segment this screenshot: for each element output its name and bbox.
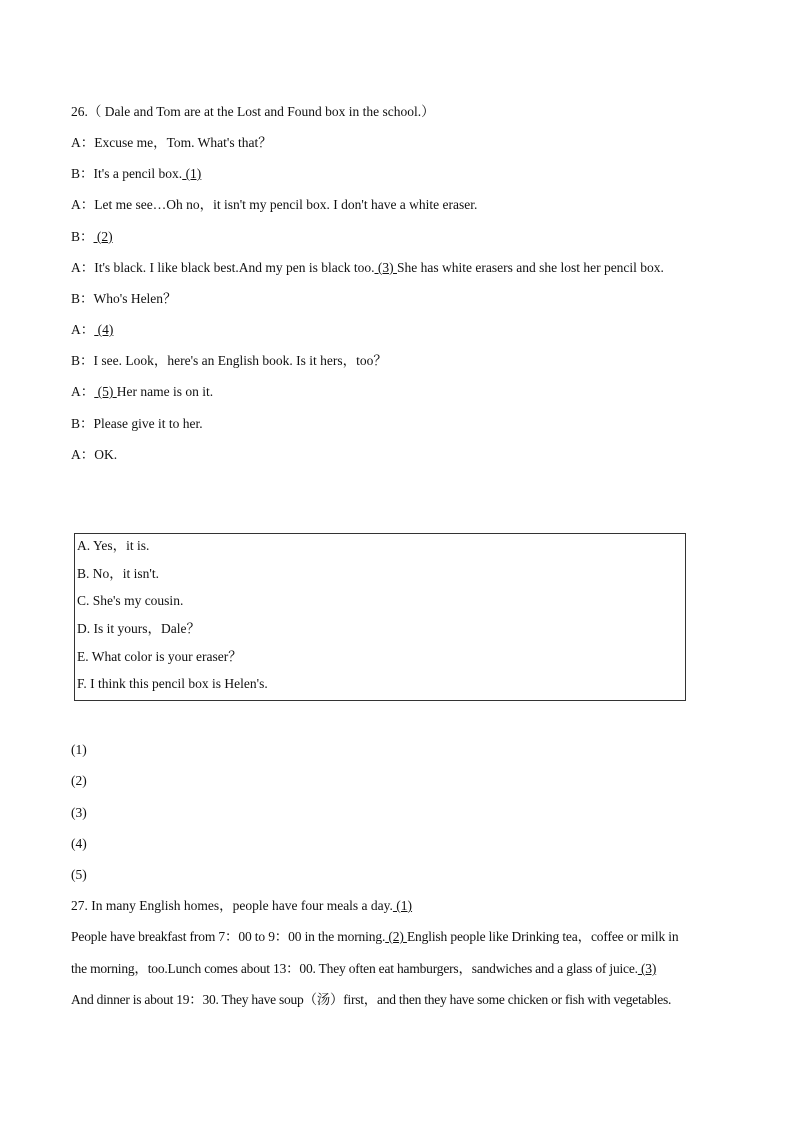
q27-line-3-text: the morning，too.Lunch comes about 13：00. They often eat hamburgers，sandwiches and a glass of juice.	[71, 961, 638, 976]
option-c: C. She's my cousin.	[77, 593, 184, 608]
q27-line-4: And dinner is about 19：30. They have soup（汤）first，and then they have some chicken or fish with vegetables.	[71, 992, 672, 1007]
dialogue-line	[71, 447, 117, 463]
dialogue-line	[71, 135, 272, 151]
dialogue-blank[interactable]: (3)	[374, 260, 397, 275]
dialogue-text: Excuse me，Tom. What's that？	[94, 135, 272, 150]
option-e: E. What color is your eraser？	[77, 649, 242, 664]
speaker-label: A：	[71, 135, 95, 150]
q27-line-2	[71, 929, 723, 945]
dialogue-text-after-blank: She has white erasers and she lost her pencil box.	[397, 260, 664, 275]
dialogue-blank[interactable]: (5)	[94, 384, 117, 399]
dialogue-line	[71, 416, 203, 432]
speaker-label: B：	[71, 229, 94, 244]
q27-blank-3[interactable]: (3)	[637, 961, 657, 976]
option-a: A. Yes，it is.	[77, 538, 150, 553]
q26-title: 26.（ Dale and Tom are at the Lost and Found box in the school.）	[71, 104, 435, 119]
dialogue-line	[71, 197, 477, 213]
speaker-label: A：	[71, 197, 95, 212]
dialogue-text: Let me see…Oh no，it isn't my pencil box. I don't have a white eraser.	[94, 197, 478, 212]
option-d: D. Is it yours，Dale？	[77, 621, 200, 636]
q26-options-box	[74, 533, 686, 701]
dialogue-blank[interactable]: (2)	[93, 229, 113, 244]
dialogue-line	[71, 384, 213, 400]
answer-5[interactable]: (5)	[71, 867, 87, 882]
dialogue-text: OK.	[94, 447, 118, 462]
speaker-label: B：	[71, 291, 94, 306]
q27-blank-1[interactable]: (1)	[392, 898, 413, 913]
dialogue-text: It's black. I like black best.And my pen is black too.	[94, 260, 375, 275]
q27-line-1	[71, 898, 723, 914]
q27-line-2-text: People have breakfast from 7：00 to 9：00 in the morning.	[71, 929, 386, 944]
q27-line-2-tail: English people like Drinking tea，coffee or milk in	[406, 929, 679, 944]
dialogue-line	[71, 322, 113, 338]
dialogue-line	[71, 166, 201, 182]
q27-blank-2[interactable]: (2)	[385, 929, 407, 944]
speaker-label: B：	[71, 416, 94, 431]
speaker-label: A：	[71, 384, 95, 399]
dialogue-blank[interactable]: (4)	[94, 322, 114, 337]
dialogue-blank[interactable]: (1)	[182, 166, 202, 181]
option-b: B. No，it isn't.	[77, 566, 159, 581]
answer-1[interactable]: (1)	[71, 742, 87, 757]
speaker-label: A：	[71, 322, 95, 337]
dialogue-text: It's a pencil box.	[93, 166, 183, 181]
answer-3[interactable]: (3)	[71, 805, 87, 820]
answer-4[interactable]: (4)	[71, 836, 87, 851]
dialogue-text: Please give it to her.	[93, 416, 203, 431]
speaker-label: A：	[71, 260, 95, 275]
answer-2[interactable]: (2)	[71, 773, 87, 788]
speaker-label: B：	[71, 353, 94, 368]
q27-line-3	[71, 961, 723, 977]
speaker-label: A：	[71, 447, 95, 462]
dialogue-line	[71, 260, 664, 276]
dialogue-text: I see. Look，here's an English book. Is it hers，too？	[93, 353, 387, 368]
q27-line-1-text: 27. In many English homes，people have four meals a day.	[71, 898, 393, 913]
speaker-label: B：	[71, 166, 94, 181]
dialogue-text-after-blank: Her name is on it.	[116, 384, 214, 399]
dialogue-line	[71, 229, 113, 245]
dialogue-line	[71, 353, 387, 369]
dialogue-line	[71, 291, 177, 307]
option-f: F. I think this pencil box is Helen's.	[77, 676, 268, 691]
dialogue-text: Who's Helen？	[93, 291, 177, 306]
